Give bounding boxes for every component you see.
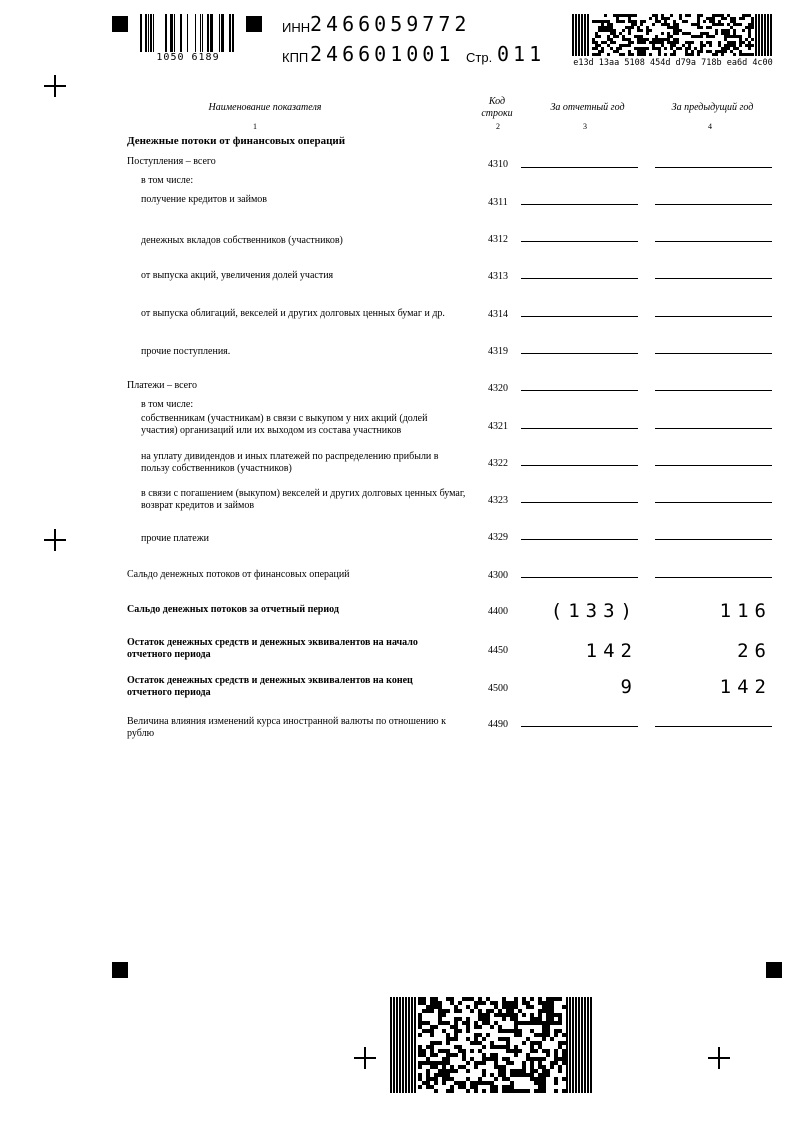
page-label: Стр. xyxy=(466,50,493,65)
crosshair-mark xyxy=(44,75,66,97)
row-label: собственникам (участникам) в связи с выкупом у них акций (долей участия) организаций или их выходом из состава участников xyxy=(141,413,428,436)
row-code: 4311 xyxy=(488,197,508,208)
previous-value: 26 xyxy=(737,640,772,662)
row-code: 4320 xyxy=(488,383,508,394)
row-label: от выпуска акций, увеличения долей участия xyxy=(141,270,334,281)
current-value-field xyxy=(521,204,638,205)
registration-square xyxy=(246,16,262,32)
row-code: 4329 xyxy=(488,532,508,543)
current-value-field xyxy=(521,726,638,727)
kpp-label: КПП xyxy=(282,50,309,65)
previous-value-field xyxy=(655,278,772,279)
row-code: 4310 xyxy=(488,159,508,170)
column-header-name: Наименование показателя xyxy=(208,102,322,113)
current-value: (133) xyxy=(550,600,638,622)
row-label: Поступления – всего xyxy=(127,156,216,167)
column-number: 4 xyxy=(708,122,712,131)
previous-value-field xyxy=(655,353,772,354)
linear-barcode xyxy=(140,14,236,52)
row-label: прочие платежи xyxy=(141,533,210,544)
previous-value: 142 xyxy=(719,676,772,698)
previous-value-field xyxy=(655,316,772,317)
row-label: в том числе: xyxy=(141,399,194,410)
crosshair-mark xyxy=(44,529,66,551)
previous-value-field xyxy=(655,539,772,540)
current-value-field xyxy=(521,241,638,242)
row-label: в том числе: xyxy=(141,175,194,186)
document-hash: e13d 13aa 5108 454d d79a 718b ea6d 4c00 xyxy=(573,58,773,68)
previous-value-field xyxy=(655,428,772,429)
row-code: 4323 xyxy=(488,495,508,506)
previous-value-field xyxy=(655,241,772,242)
row-label: от выпуска облигаций, векселей и других долговых ценных бумаг и др. xyxy=(141,308,445,319)
current-value-field xyxy=(521,539,638,540)
current-value-field xyxy=(521,502,638,503)
kpp-value: 246601001 xyxy=(310,42,455,66)
row-label: получение кредитов и займов xyxy=(141,194,268,205)
inn-value: 2466059772 xyxy=(310,12,471,36)
row-label: Остаток денежных средств и денежных эквивалентов на конец отчетного периода xyxy=(127,675,413,698)
registration-square xyxy=(766,962,782,978)
current-value-field xyxy=(521,316,638,317)
previous-value-field xyxy=(655,502,772,503)
previous-value-field xyxy=(655,465,772,466)
previous-value-field xyxy=(655,167,772,168)
row-code: 4490 xyxy=(488,719,508,730)
crosshair-mark xyxy=(708,1047,730,1069)
row-label: на уплату дивидендов и иных платежей по распределению прибыли в пользу собственников (участников) xyxy=(141,451,439,474)
previous-value-field xyxy=(655,577,772,578)
row-label: Остаток денежных средств и денежных эквивалентов на начало отчетного периода xyxy=(127,637,418,660)
section-title: Денежные потоки от финансовых операций xyxy=(127,135,346,147)
inn-label: ИНН xyxy=(282,20,311,35)
row-code: 4450 xyxy=(488,645,508,656)
current-value-field xyxy=(521,428,638,429)
row-label: Величина влияния изменений курса иностранной валюты по отношению к рублю xyxy=(127,716,446,739)
row-code: 4313 xyxy=(488,271,508,282)
row-label: Платежи – всего xyxy=(127,380,197,391)
current-value: 142 xyxy=(585,640,638,662)
registration-square xyxy=(112,962,128,978)
column-number: 3 xyxy=(583,122,587,131)
previous-value: 116 xyxy=(719,600,772,622)
registration-square xyxy=(112,16,128,32)
row-label: Сальдо денежных потоков от финансовых операций xyxy=(127,569,350,580)
row-code: 4319 xyxy=(488,346,508,357)
row-label: денежных вкладов собственников (участников) xyxy=(141,235,343,246)
current-value-field xyxy=(521,577,638,578)
row-code: 4321 xyxy=(488,421,508,432)
current-value-field xyxy=(521,278,638,279)
previous-value-field xyxy=(655,390,772,391)
page-number: 011 xyxy=(497,42,546,66)
bottom-2d-barcode xyxy=(390,997,592,1093)
previous-value-field xyxy=(655,204,772,205)
column-header-code: Код строки xyxy=(481,96,513,119)
column-number: 2 xyxy=(496,122,500,131)
row-code: 4322 xyxy=(488,458,508,469)
current-value-field xyxy=(521,465,638,466)
current-value-field xyxy=(521,353,638,354)
row-code: 4400 xyxy=(488,606,508,617)
row-code: 4314 xyxy=(488,309,508,320)
2d-barcode xyxy=(572,14,772,56)
column-header-current: За отчетный год xyxy=(550,102,625,113)
column-number: 1 xyxy=(253,122,257,131)
current-value-field xyxy=(521,390,638,391)
barcode-number: 1050 6189 xyxy=(156,52,220,63)
previous-value-field xyxy=(655,726,772,727)
row-code: 4312 xyxy=(488,234,508,245)
crosshair-mark xyxy=(354,1047,376,1069)
row-code: 4300 xyxy=(488,570,508,581)
column-header-previous: За предыдущий год xyxy=(671,102,754,113)
row-label: прочие поступления. xyxy=(141,346,231,357)
row-label: Сальдо денежных потоков за отчетный период xyxy=(127,604,339,615)
row-code: 4500 xyxy=(488,683,508,694)
current-value: 9 xyxy=(620,676,638,698)
current-value-field xyxy=(521,167,638,168)
row-label: в связи с погашением (выкупом) векселей и других долговых ценных бумаг, возврат кредитов и займов xyxy=(141,488,466,511)
